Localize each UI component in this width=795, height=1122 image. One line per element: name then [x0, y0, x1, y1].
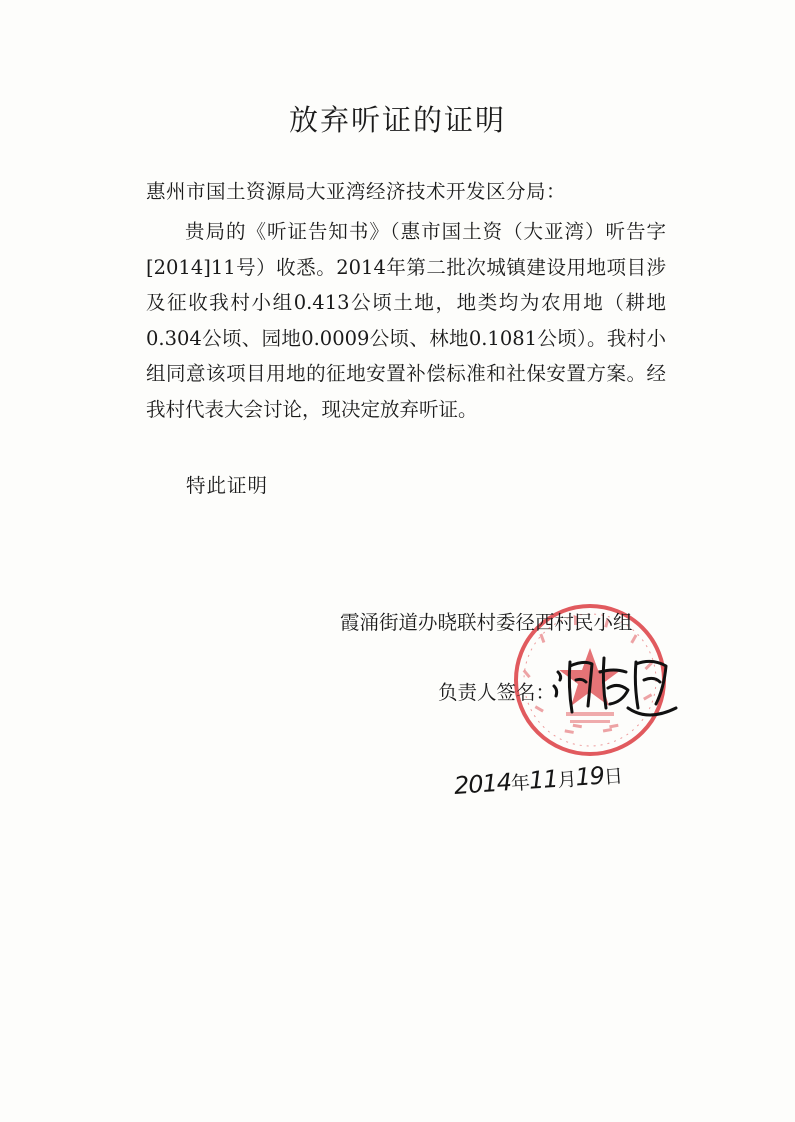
date-year: 2014	[453, 768, 512, 800]
date-month: 11	[527, 764, 559, 795]
closing-statement: 特此证明	[186, 474, 269, 497]
body-text	[146, 214, 666, 428]
date-day-unit: 日	[603, 765, 623, 789]
page-title: 放弃听证的证明	[288, 103, 506, 137]
signature-label: 负责人签名：	[438, 681, 556, 704]
organization-name: 霞涌街道办晓联村委径西村民小组	[340, 611, 633, 634]
date-handwritten	[453, 760, 623, 800]
date-month-unit: 月	[556, 768, 577, 792]
date-year-unit: 年	[510, 771, 530, 796]
date-day: 19	[574, 761, 605, 792]
body-paragraph: 贵局的《听证告知书》（惠市国土资（大亚湾）听告字[2014]11号）收悉。2014年第二批次城镇建设用地项目涉及征收我村小组0.413公顷土地，地类均为农用地（耕地0.304公顷、园地0.0009公顷、林地0.1081公顷）。我村小组同意该项目用地的征地安置补偿标准和社保安置方案。经我村代表大会讨论，现决定放弃听证。	[146, 220, 666, 421]
addressee: 惠州市国土资源局大亚湾经济技术开发区分局：	[146, 180, 567, 203]
handwritten-signature	[548, 642, 683, 727]
date	[453, 761, 635, 822]
